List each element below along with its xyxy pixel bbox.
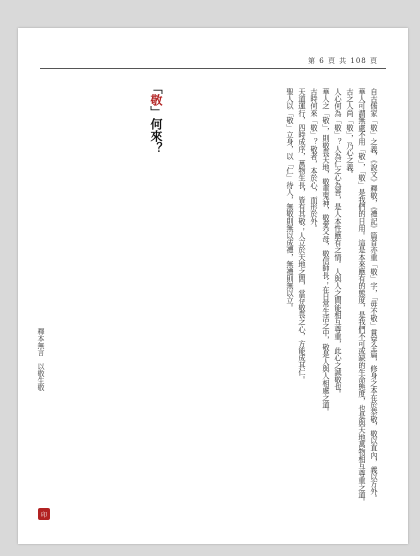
paragraph: 聖人以「敬」立身，以「仁」待人，無敬則無以成禮，無禮則無以立。 [286,88,295,312]
page-footer: 釋本無言 以敬生敬 [37,328,45,391]
paragraph: 天道運行，四時成序，萬物生長，皆有其敬；人立於天地之間，當存敬畏之心，方能成其仁。 [298,88,307,384]
title-rest: 何來？ [149,118,163,154]
paragraph: 華人可謂無處不用「敬」，「敬」是我們的日用。這是本來應有的態度，是我們不可或缺的生命態度，也是與天地萬物相互尊重之道。 [358,88,367,506]
body-text [20,88,380,518]
seal-icon: 印 [38,508,50,520]
paragraph: 古之人尚「敬」，乃心之義。 [346,88,355,178]
paragraph: 華人之「敬」，則敬畏天地，敬重鬼神，敬愛父母，敬信師長；在日常生活之中，敬是人與人相處之道。 [322,88,331,416]
paragraph: 自古儒家「敬」之義，《說文》釋敬，《禮記》篇首亦重「敬」字，「毋不敬」貫穿全篇，修身之本在於恭敬，敬以直內，義以方外。 [370,88,379,502]
page-header: 第 6 頁 共 108 頁 [308,57,378,65]
section-title [148,82,164,154]
book-page [18,28,408,544]
title-highlight: 敬 [149,94,163,106]
paragraph: 人心何為「敬」？人為仁之心為善，是人本性應有之情。人與人之間能相互尊重，此心之誠敬也。 [334,88,343,398]
header-rule [40,68,386,69]
title-quote-close: 」 [149,106,163,118]
title-quote-open: 「 [149,82,163,94]
paragraph: 古時何來「敬」？敬者，本於心，而形於外。 [310,88,319,232]
